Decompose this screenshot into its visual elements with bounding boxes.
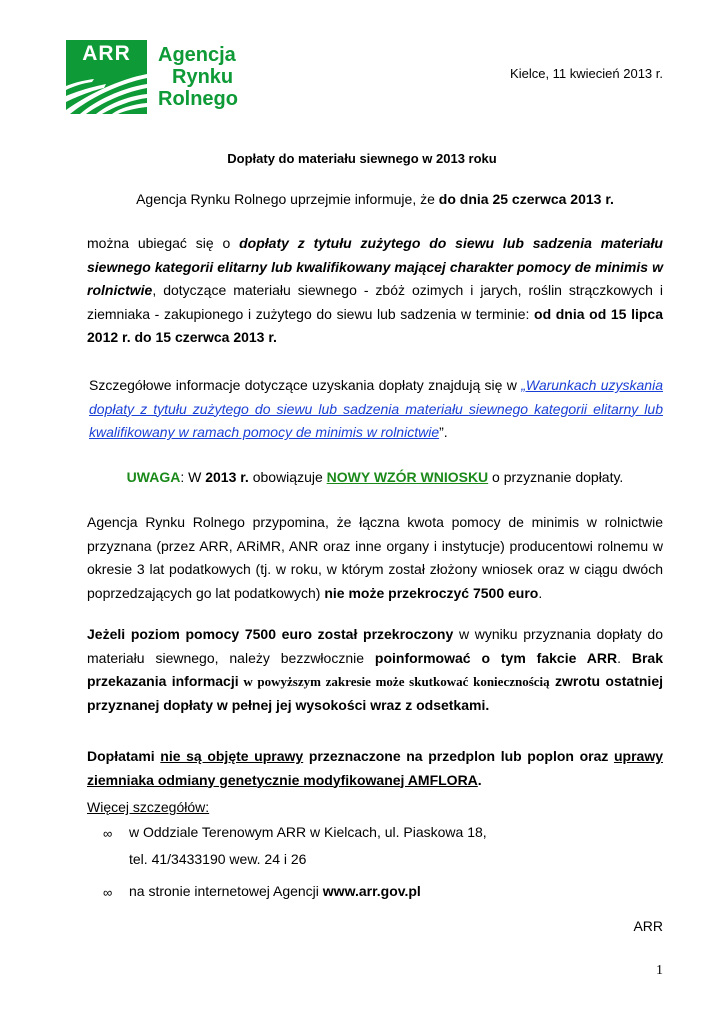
bullet-icon: ∞ [103, 826, 113, 841]
exceeded-text-2: . [617, 649, 632, 666]
contact-office [129, 821, 663, 871]
intro-text: Agencja Rynku Rolnego uprzejmie informuje, że [136, 191, 439, 207]
no-information: Brak przekazania informacji [87, 649, 663, 689]
agency-website-link[interactable]: www.arr.gov.pl [322, 883, 421, 899]
details-end: ”. [439, 424, 448, 440]
inform-arr: poinformować o tym fakcie ARR [374, 649, 618, 666]
eligibility-text-2: , dotyczące materiału siewnego - zbóż ozimych i jarych, roślin strączkowych i ziemniaka - zakupionego i zużytego do siewu lub sadzenia w terminie: [87, 282, 663, 322]
eligibility-text-1: można ubiegać się o [87, 235, 240, 251]
deminimis-end: . [538, 584, 543, 601]
deminimis-text: Agencja Rynku Rolnego przypomina, że łączna kwota pomocy de minimis w rolnictwie przyznana (przez ARR, ARiMR, ANR oraz inne organy i instytucje) producentowi rolnemu w okresie 3 lat podatkowych (tj. w roku, w którym został złożony wniosek oraz w ciągu dwóch poprzedzających go lat podatkowych) [87, 514, 663, 601]
refund-text: zwrotu ostatniej przyznanej dopłaty w pełnej jej wysokości wraz z odsetkami. [87, 673, 664, 713]
bullet-icon: ∞ [103, 885, 113, 900]
conditions-link[interactable]: „Warunkach uzyskania dopłaty z tytułu zużytego do siewu lub sadzenia materiału siewnego kategorii elitarny lub kwalifikowany w ramach pomocy de minimis w rolnictwie [89, 377, 663, 440]
intro-deadline: do dnia 25 czerwca 2013 r. [438, 191, 614, 207]
field-rows-icon [66, 66, 147, 114]
new-form-highlight: NOWY WZÓR WNIOSKU [326, 469, 489, 485]
page-number: 1 [656, 963, 663, 978]
office-phone: tel. 41/3433190 wew. 24 i 26 [129, 850, 307, 867]
exceeded-text-1: w wyniku przyznania dopłaty do materiału siewnego, należy bezzwłocznie [87, 626, 663, 666]
notice-label: UWAGA [126, 469, 181, 485]
not-covered: nie są objęte uprawy [160, 748, 304, 764]
exclusions-paragraph [87, 745, 663, 792]
contact-web [129, 880, 663, 904]
eligibility-subsidy-name: dopłaty z tytułu zużytego do siewu lub sadzenia materiału siewnego kategorii elitarny lub kwalifikowany mającej charakter pomocy de minimis w rolnictwie [87, 235, 663, 298]
exclusions-text-2: przeznaczone na przedplon lub poplon oraz [303, 748, 614, 764]
logo-wordmark [158, 44, 238, 110]
logo-mark-text: ARR [82, 42, 131, 65]
exceeded-paragraph [87, 623, 663, 717]
signature-text: ARR [633, 918, 663, 934]
web-text: na stronie internetowej Agencji [129, 883, 323, 899]
document-date: Kielce, 11 kwiecień 2013 r. [510, 66, 663, 81]
deminimis-limit: nie może przekroczyć 7500 euro [324, 584, 539, 601]
deminimis-paragraph [87, 511, 663, 605]
exceeded-condition: Jeżeli poziom pomocy 7500 euro został przekroczony [87, 626, 454, 642]
logo-line-1: Agencja [158, 44, 236, 66]
consequence-text: w powyższym zakresie może skutkować koniecznością [238, 674, 550, 689]
notice-year: 2013 r. [205, 469, 249, 485]
agency-logo [66, 40, 266, 116]
exclusions-end: . [477, 771, 482, 788]
signature [87, 915, 663, 939]
document-title: Dopłaty do materiału siewnego w 2013 roku [227, 151, 497, 166]
more-heading [87, 796, 663, 820]
logo-line-2: Rynku [172, 66, 234, 88]
eligibility-period: od dnia od 15 lipca 2012 r. do 15 czerwca 2013 r. [87, 305, 663, 345]
eligibility-paragraph [87, 232, 663, 350]
intro-paragraph [87, 188, 663, 212]
notice-paragraph [87, 466, 663, 490]
logo-mark [66, 40, 147, 114]
office-address: w Oddziale Terenowym ARR w Kielcach, ul. Piaskowa 18, [129, 824, 487, 840]
details-paragraph [89, 374, 663, 445]
notice-text-1: : W [180, 469, 206, 485]
amflora-exclusion: uprawy ziemniaka odmiany genetycznie modyfikowanej AMFLORA [87, 748, 663, 788]
more-heading-text: Więcej szczegółów: [87, 799, 210, 815]
exclusions-text-1: Dopłatami [87, 748, 161, 764]
logo-line-3: Rolnego [158, 88, 238, 110]
details-text: Szczegółowe informacje dotyczące uzyskania dopłaty znajdują się w [89, 377, 522, 393]
notice-text-2: obowiązuje [248, 469, 327, 485]
notice-text-3: o przyznanie dopłaty. [488, 469, 624, 485]
